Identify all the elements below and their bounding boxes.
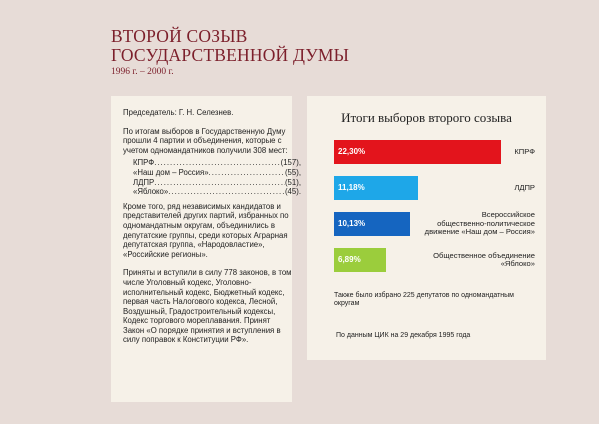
- party-name: «Яблоко»: [133, 187, 169, 197]
- party-name: ЛДПР: [133, 177, 155, 187]
- chart-title: Итоги выборов второго созыва: [341, 110, 512, 125]
- chart-bar: [334, 212, 410, 236]
- chairman-text: Председатель: Г. Н. Селезнев.: [123, 108, 234, 117]
- intro-text: По итогам выборов в Государственную Думу прошли 4 партии и объединения, которые с учетом одномандатников получили 308 мест:: [123, 126, 288, 155]
- bar-category-label-line: движение «Наш дом – Россия»: [424, 227, 535, 237]
- page-title: [111, 27, 349, 65]
- bar-value-label: 6,89%: [338, 255, 361, 264]
- chart-bar: [334, 248, 386, 272]
- party-row: [133, 158, 301, 168]
- single-mandate-note: Также было избрано 225 депутатов по одномандатным округам: [334, 292, 514, 308]
- bar-category-label-line: КПРФ: [514, 146, 535, 156]
- bar-category-label-line: общественно-политическое: [437, 218, 535, 228]
- chart-card: [307, 96, 546, 360]
- leader-dots: [168, 187, 285, 197]
- bar-value-label: 11,18%: [338, 183, 365, 192]
- bar-category-label: [514, 184, 535, 192]
- bar-category-label-line: «Яблоко»: [500, 259, 535, 268]
- leader-dots: [154, 178, 285, 188]
- info-card: [111, 96, 301, 402]
- page-title-line-1: ВТОРОЙ СОЗЫВ: [111, 26, 248, 46]
- bar-category-label-line: Всероссийское: [481, 210, 535, 220]
- chart-bar: [334, 176, 418, 200]
- page-subtitle: 1996 г. – 2000 г.: [111, 67, 174, 77]
- chart-bar: [334, 140, 501, 164]
- bar-category-label-line: ЛДПР: [514, 182, 535, 192]
- party-list: [123, 158, 301, 197]
- bar-category-label: [425, 211, 535, 236]
- party-row: [133, 187, 301, 197]
- source-note: По данным ЦИК на 29 декабря 1995 года: [336, 332, 471, 339]
- bar-value-label: 10,13%: [338, 219, 366, 228]
- laws-text: Приняты и вступили в силу 778 законов, в том числе Уголовный кодекс, Уголовно-исполнительный кодекс, Бюджетный кодекс, первая часть Налогового кодекса, Лесной, Воздушный, Градостроительный кодексы, Кодекс торгового мореплавания. Принят Закон «О порядке принятия и вступления в силу поправок к Конституции РФ».: [123, 268, 292, 345]
- party-seats: (55),: [284, 167, 301, 177]
- party-row: [133, 178, 301, 188]
- party-row: [133, 168, 301, 178]
- independents-text: Кроме того, ряд независимых кандидатов и представителей других партий, избранных по одномандатным округам, объединились в депутатские группы, среди которых Аграрная депутатская группа, «Народовластие», «Российские регионы».: [123, 201, 289, 259]
- party-name: «Наш дом – Россия»: [133, 167, 209, 177]
- bar-category-label-line: Общественное объединение: [433, 250, 535, 260]
- bar-value-label: 22,30%: [338, 147, 366, 156]
- bar-category-label: [433, 252, 535, 269]
- party-name: КПРФ: [133, 158, 155, 168]
- leader-dots: [209, 168, 285, 178]
- bar-category-label: [514, 148, 535, 156]
- party-seats: (45).: [284, 187, 301, 197]
- leader-dots: [154, 158, 280, 168]
- party-seats: (157),: [280, 158, 301, 168]
- page-title-line-2: ГОСУДАРСТВЕННОЙ ДУМЫ: [111, 45, 350, 65]
- party-seats: (51),: [284, 177, 301, 187]
